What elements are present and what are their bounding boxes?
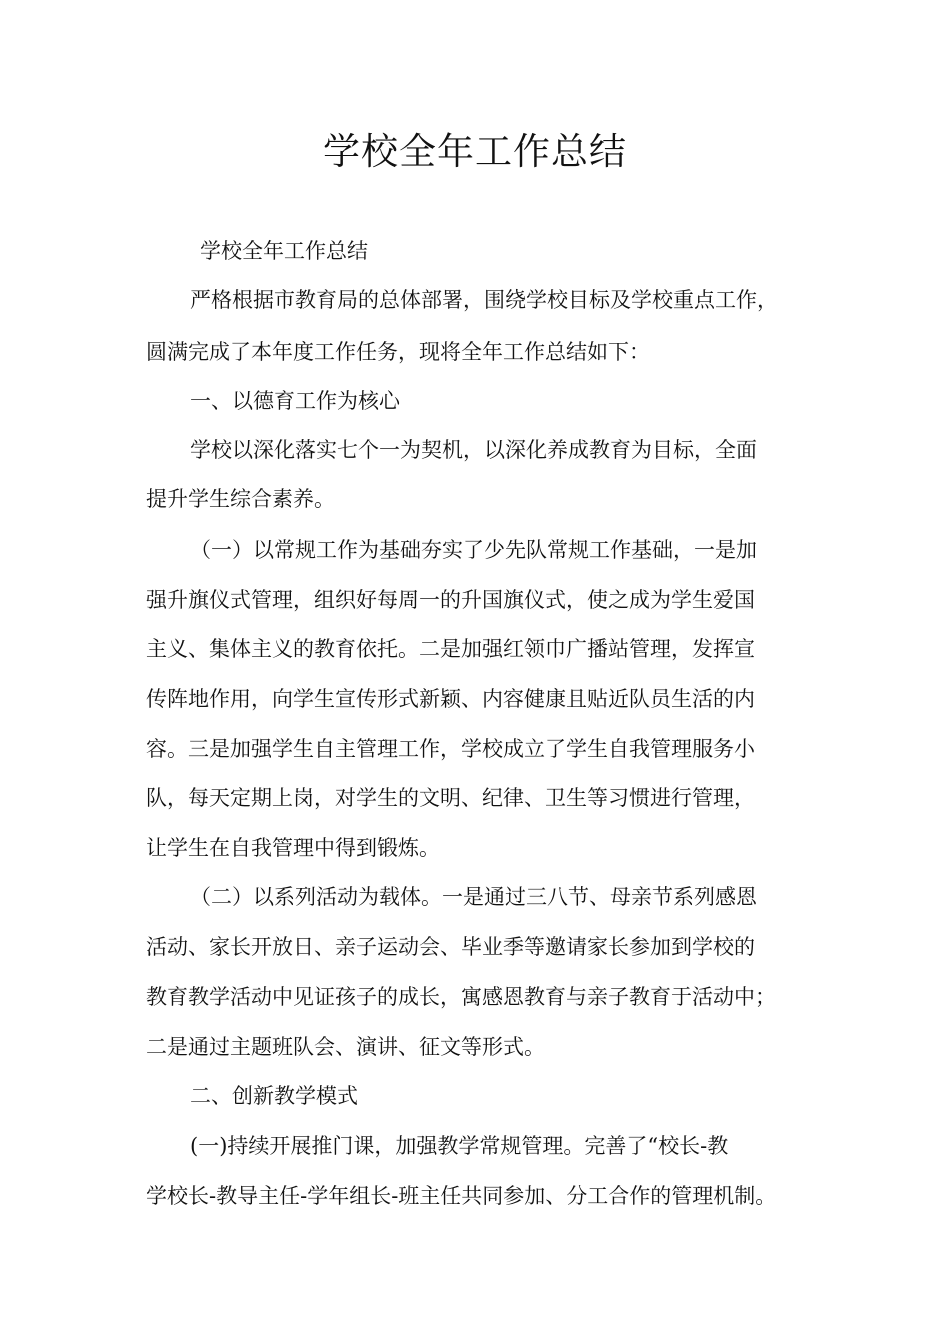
paragraph-line: 二是通过主题班队会、演讲、征文等形式。: [146, 1035, 545, 1059]
paragraph-line: 强升旗仪式管理，组织好每周一的升国旗仪式，使之成为学生爱国: [146, 588, 755, 612]
document-title: 学校全年工作总结: [323, 130, 627, 173]
paragraph-line: （二）以系列活动为载体。一是通过三八节、母亲节系列感恩: [190, 885, 757, 909]
paragraph-line: 让学生在自我管理中得到锻炼。: [146, 836, 440, 860]
paragraph-line: 队，每天定期上岗，对学生的文明、纪律、卫生等习惯进行管理，: [146, 786, 755, 810]
intro-line-1: 严格根据市教育局的总体部署，围绕学校目标及学校重点工作，: [190, 288, 778, 312]
paragraph-line: （一）以常规工作为基础夯实了少先队常规工作基础，一是加: [190, 538, 757, 562]
heading-section-1: 一、以德育工作为核心: [190, 389, 400, 413]
paragraph-line: 容。三是加强学生自主管理工作，学校成立了学生自我管理服务小: [146, 737, 755, 761]
paragraph-line: 学校以深化落实七个一为契机，以深化养成教育为目标，全面: [190, 438, 757, 462]
paragraph-line: 传阵地作用，向学生宣传形式新颖、内容健康且贴近队员生活的内: [146, 687, 755, 711]
paragraph-line: 主义、集体主义的教育依托。二是加强红领巾广播站管理，发挥宣: [146, 637, 755, 661]
heading-section-2: 二、创新教学模式: [190, 1084, 358, 1108]
paragraph-line: 教育教学活动中见证孩子的成长，寓感恩教育与亲子教育于活动中；: [146, 985, 776, 1009]
intro-line-2: 圆满完成了本年度工作任务，现将全年工作总结如下：: [146, 340, 650, 364]
paragraph-line: (一)持续开展推门课，加强教学常规管理。完善了“校长-教: [190, 1134, 729, 1158]
paragraph-line: 活动、家长开放日、亲子运动会、毕业季等邀请家长参加到学校的: [146, 935, 755, 959]
subtitle-line: 学校全年工作总结: [200, 239, 368, 263]
paragraph-line: 提升学生综合素养。: [146, 487, 335, 511]
paragraph-line: 学校长-教导主任-学年组长-班主任共同参加、分工合作的管理机制。: [146, 1184, 777, 1208]
